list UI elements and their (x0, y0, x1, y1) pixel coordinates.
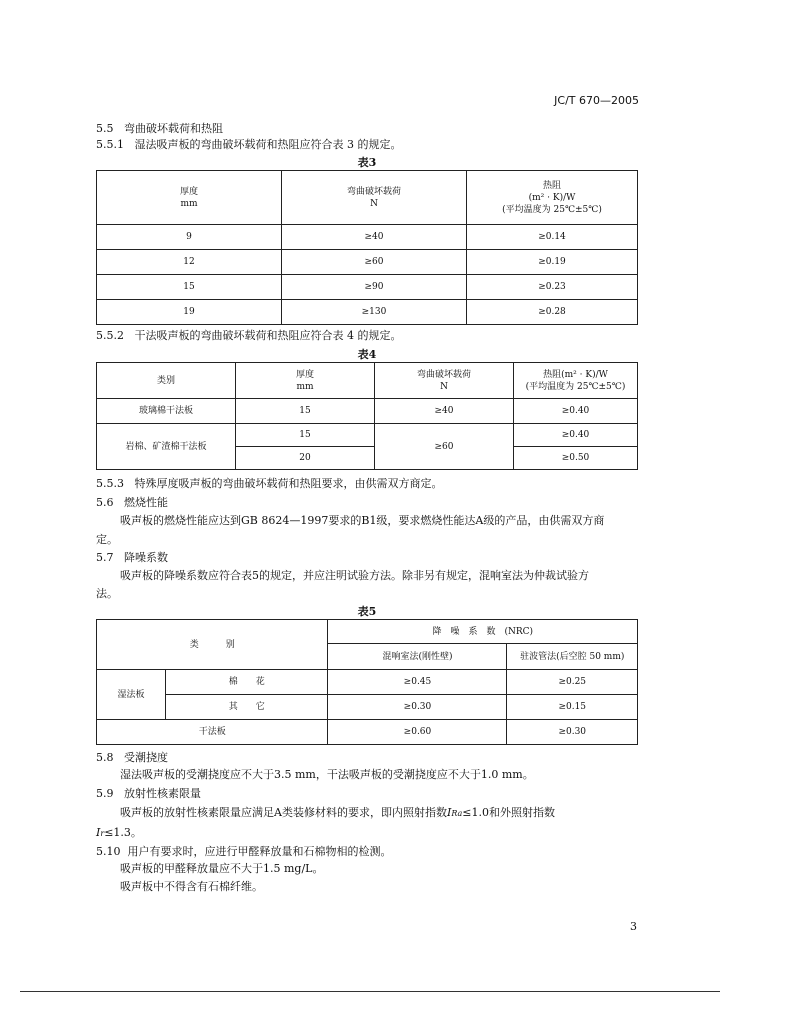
table3-caption: 表3 (357, 156, 377, 169)
section-text: 湿法吸声板的弯曲破坏载荷和热阻应符合表 3 的规定。 (134, 138, 402, 151)
table3-header-load: 弯曲破坏载荷 N (282, 171, 467, 225)
section-title: 放射性核素限量 (124, 787, 201, 800)
section-5-6-text: 吸声板的燃烧性能应达到GB 8624—1997要求的B1级，要求燃烧性能达A级的产品，由供需双方商 (120, 514, 605, 527)
section-text: 用户有要求时，应进行甲醛释放量和石棉物相的检测。 (127, 845, 392, 858)
section-number: 5.5.2 (96, 329, 124, 342)
table-row: 15 ≥90 ≥0.23 (97, 275, 638, 300)
section-number: 5.10 (96, 845, 121, 858)
section-5-9-text-cont: Ir≤1.3。 (96, 826, 142, 839)
section-5-7-heading (96, 551, 168, 565)
document-code: JC/T 670—2005 (554, 94, 639, 107)
section-5-10-text-1: 吸声板的甲醛释放量应不大于1.5 mg/L。 (120, 862, 324, 875)
table-row: 湿法板 棉 花 ≥0.45 ≥0.25 (97, 670, 638, 695)
table5-header-category: 类 别 (97, 620, 328, 670)
section-5-10 (96, 845, 392, 859)
table-row: 干法板 ≥0.60 ≥0.30 (97, 720, 638, 745)
table5-header-nrc: 降 噪 系 数 (NRC) (328, 620, 638, 644)
table-row: 9 ≥40 ≥0.14 (97, 225, 638, 250)
section-5-6-heading (96, 496, 168, 510)
table-row: 20 ≥0.50 (97, 447, 638, 470)
table4-header-resistance: 热阻(m² · K)/W (平均温度为 25℃±5℃) (514, 363, 638, 399)
table5-header-tube: 驻波管法(后空腔 50 mm) (507, 644, 638, 670)
section-5-6-text-cont: 定。 (96, 533, 118, 546)
section-5-5-2 (96, 329, 402, 343)
section-5-9-text: 吸声板的放射性核素限量应满足A类装修材料的要求，即内照射指数IRa≤1.0和外照射指数 (120, 806, 556, 819)
table3-header-thickness: 厚度 mm (97, 171, 282, 225)
table4-caption: 表4 (357, 348, 377, 361)
section-title: 燃烧性能 (124, 496, 168, 509)
table-row: 19 ≥130 ≥0.28 (97, 300, 638, 325)
section-title: 受潮挠度 (124, 751, 168, 764)
section-number: 5.6 (96, 496, 114, 509)
section-5-5-1 (96, 138, 402, 152)
page-number: 3 (630, 920, 637, 933)
section-5-5-3 (96, 477, 443, 491)
section-5-9-heading (96, 787, 201, 801)
section-5-8-heading (96, 751, 168, 765)
table-row: 其 它 ≥0.30 ≥0.15 (97, 695, 638, 720)
section-title: 降噪系数 (124, 551, 168, 564)
section-5-5-heading (96, 122, 223, 136)
section-title: 弯曲破坏载荷和热阻 (124, 122, 223, 135)
section-text: 特殊厚度吸声板的弯曲破坏载荷和热阻要求，由供需双方商定。 (134, 477, 443, 490)
table5 (96, 619, 638, 745)
table5-header-reverb: 混响室法(刚性壁) (328, 644, 507, 670)
table-row: 岩棉、矿渣棉干法板 15 ≥60 ≥0.40 (97, 424, 638, 447)
table3 (96, 170, 638, 325)
section-5-7-text-cont: 法。 (96, 587, 118, 600)
section-number: 5.5.1 (96, 138, 124, 151)
table-row: 玻璃棉干法板 15 ≥40 ≥0.40 (97, 399, 638, 424)
table4-header-thickness: 厚度 mm (236, 363, 375, 399)
section-number: 5.8 (96, 751, 114, 764)
table4-header-category: 类别 (97, 363, 236, 399)
table3-header-resistance: 热阻 (m² · K)/W (平均温度为 25℃±5℃) (467, 171, 638, 225)
section-text: 干法吸声板的弯曲破坏载荷和热阻应符合表 4 的规定。 (134, 329, 402, 342)
section-5-10-text-2: 吸声板中不得含有石棉纤维。 (120, 880, 263, 893)
section-number: 5.5 (96, 122, 114, 135)
section-number: 5.7 (96, 551, 114, 564)
table4 (96, 362, 638, 470)
section-number: 5.9 (96, 787, 114, 800)
table5-caption: 表5 (357, 605, 377, 618)
section-5-7-text: 吸声板的降噪系数应符合表5的规定，并应注明试验方法。除非另有规定，混响室法为仲裁试验方 (120, 569, 589, 582)
section-5-8-text: 湿法吸声板的受潮挠度应不大于3.5 mm，干法吸声板的受潮挠度应不大于1.0 mm。 (120, 768, 534, 781)
table4-header-load: 弯曲破坏载荷 N (375, 363, 514, 399)
footer-rule (20, 991, 720, 992)
section-number: 5.5.3 (96, 477, 124, 490)
table-row: 12 ≥60 ≥0.19 (97, 250, 638, 275)
